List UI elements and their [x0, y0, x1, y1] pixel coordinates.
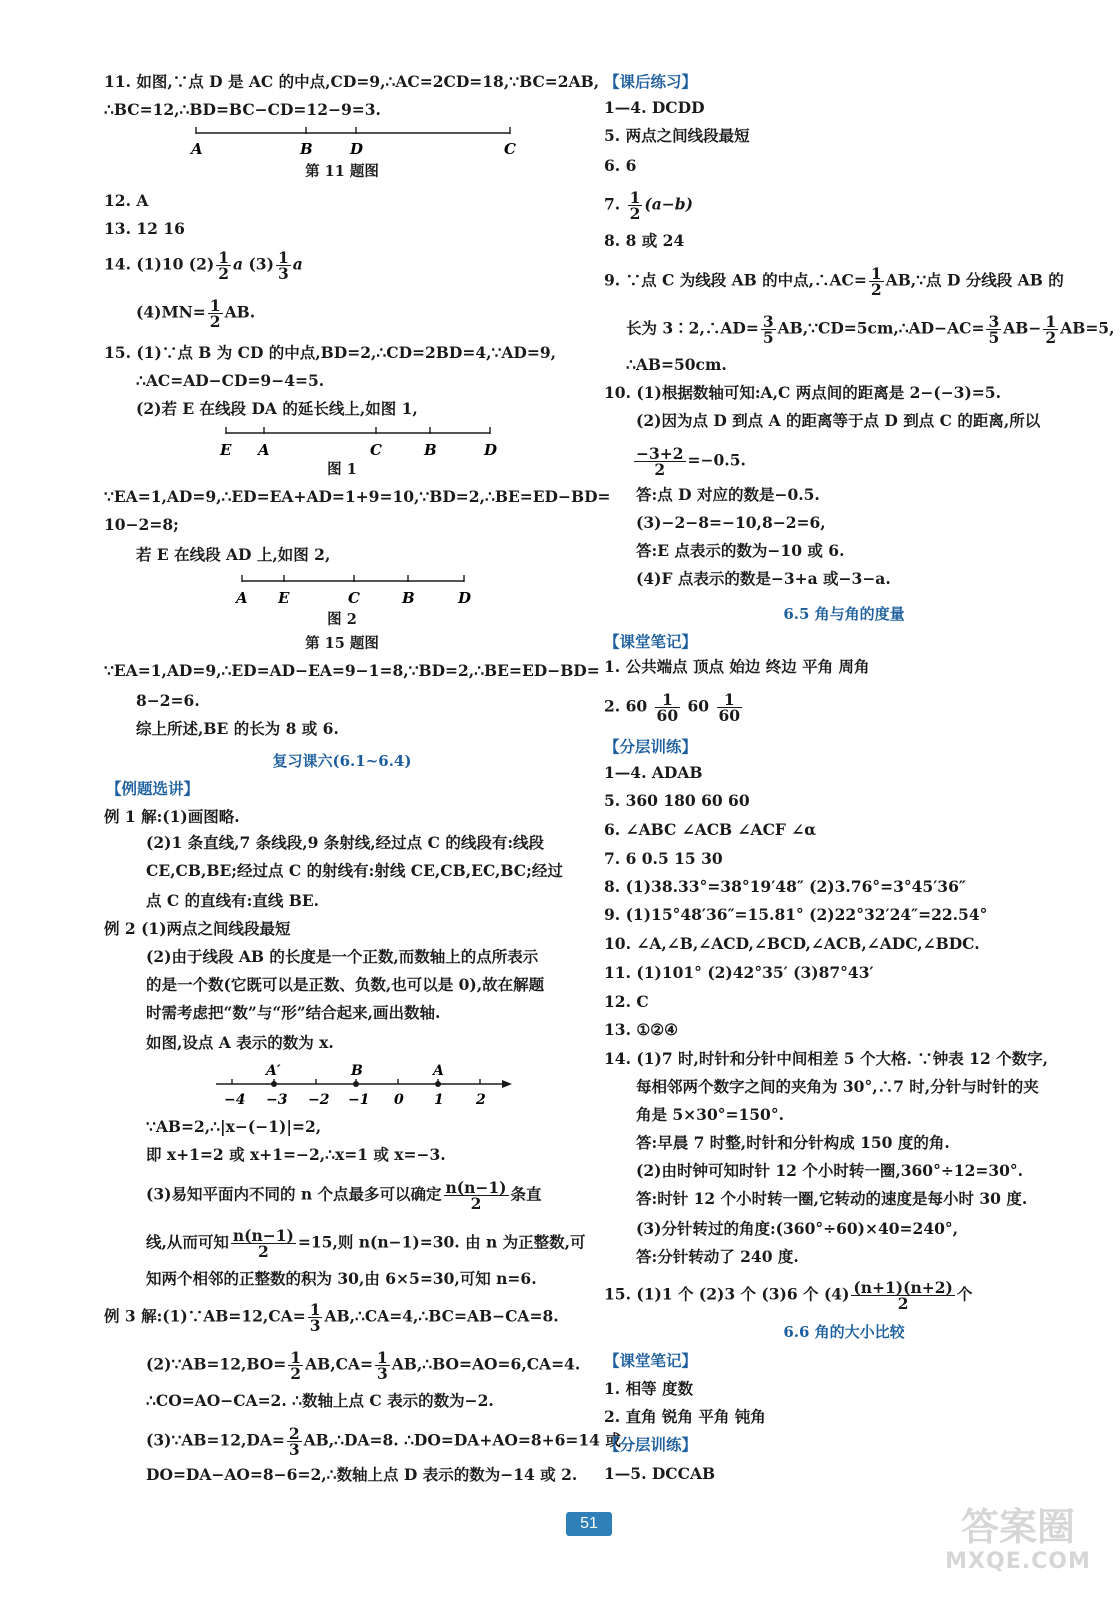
label-c: C: [504, 140, 516, 158]
r10-line4: 答:点 D 对应的数是−0.5.: [636, 485, 820, 504]
watermark: [938, 1505, 1098, 1585]
fraction: $\frac{1}{2}$: [629, 188, 641, 223]
review-title: 复习课六(6.1~6.4): [272, 752, 412, 770]
q15-line8: 8−2=6.: [136, 691, 200, 710]
svg-text:A: A: [258, 441, 270, 459]
q15-line2: ∴AC=AD−CD=9−4=5.: [136, 371, 325, 390]
svg-text:A′: A′: [266, 1063, 281, 1079]
ex2-line7: 即 x+1=2 或 x+1=−2,∴x=1 或 x=−3.: [146, 1145, 446, 1164]
q11-line1: 11. 如图,∵点 D 是 AC 的中点,CD=9,∴AC=2CD=18,∵BC=2AB,: [104, 72, 600, 91]
svg-text:D: D: [458, 589, 472, 607]
watermark-logo: 答案圈: [960, 1505, 1075, 1549]
L12: 12. C: [604, 992, 649, 1011]
svg-text:0: 0: [394, 1092, 404, 1108]
ex2-line1: 例 2 (1)两点之间线段最短: [104, 919, 291, 938]
svg-text:−2: −2: [308, 1092, 330, 1108]
r10-line7: (4)F 点表示的数是−3+a 或−3−a.: [636, 569, 891, 588]
q11-line2: ∴BC=12,∴BD=BC−CD=12−9=3.: [104, 100, 381, 119]
ex2-line4: 时需考虑把“数”与“形”结合起来,画出数轴.: [146, 1003, 441, 1022]
fraction: $\frac{1}{2}$: [870, 264, 882, 299]
m1: 1. 相等 度数: [604, 1379, 693, 1398]
L14-line7: (3)分针转过的角度:(360°÷60)×40=240°,: [636, 1219, 959, 1238]
fraction: $\frac{1}{2}$: [290, 1348, 302, 1383]
L14-line3: 角是 5×30°=150°.: [636, 1105, 784, 1124]
svg-text:C: C: [370, 441, 382, 459]
after-class-header: 【课后练习】: [604, 72, 698, 91]
ex3-line1: 例 3 解:(1)∵AB=12,CA= $\frac{1}{3}$ AB,∴CA=4,∴BC=AB−CA=8.: [104, 1300, 559, 1335]
L6: 6. ∠ABC ∠ACB ∠ACF ∠α: [604, 820, 817, 839]
figure-1-caption: 图 1: [327, 461, 357, 478]
fraction: $\frac{n(n-1)}{2}$: [445, 1178, 507, 1213]
svg-text:1: 1: [434, 1092, 444, 1108]
arrow-icon: [502, 1080, 512, 1088]
r10-line2: (2)因为点 D 到点 A 的距离等于点 D 到点 C 的距离,所以: [636, 411, 1041, 430]
svg-text:D: D: [484, 441, 498, 459]
m2: 2. 直角 锐角 平角 钝角: [604, 1407, 766, 1426]
fraction: $\frac{-3+2}{2}$: [636, 444, 684, 479]
ex2-line3: 的是一个数(它既可以是正数、负数,也可以是 0),故在解题: [146, 975, 545, 994]
L13: 13. ①②④: [604, 1020, 679, 1039]
q11-figure: [188, 124, 518, 158]
r10-line6: 答:E 点表示的数为−10 或 6.: [636, 541, 845, 560]
r5: 5. 两点之间线段最短: [604, 126, 750, 145]
section-6-6-title: 6.6 角的大小比较: [783, 1323, 905, 1341]
r7: 7. $\frac{1}{2}$ (a−b): [604, 188, 693, 223]
ex1-line2: (2)1 条直线,7 条线段,9 条射线,经过点 C 的线段有:线段: [146, 833, 545, 852]
q15-line7: ∵EA=1,AD=9,∴ED=AD−EA=9−1=8,∵BD=2,∴BE=ED−BD=: [104, 661, 600, 680]
label-d: D: [350, 140, 364, 158]
svg-text:E: E: [278, 589, 290, 607]
ex2-line6: ∵AB=2,∴|x−(−1)|=2,: [146, 1117, 322, 1136]
svg-text:B: B: [351, 1063, 363, 1079]
figure-2: [232, 572, 482, 608]
L15: 15. (1)1 个 (2)3 个 (3)6 个 (4) $\frac{(n+1)(n+2)}{2}$ 个: [604, 1278, 973, 1313]
r1: 1—4. DCDD: [604, 98, 705, 117]
notes-header-1: 【课堂笔记】: [604, 632, 698, 651]
q13: 13. 12 16: [104, 219, 185, 238]
L14-line4: 答:早晨 7 时整,时针和分针构成 150 度的角.: [636, 1133, 950, 1152]
n2: 2. 60 $\frac{1}{60}$ 60 $\frac{1}{60}$: [604, 690, 741, 725]
label-b: B: [300, 140, 313, 158]
fraction: $\frac{1}{2}$: [209, 296, 221, 331]
L8: 8. (1)38.33°=38°19′48″ (2)3.76°=3°45′36″: [604, 877, 966, 896]
q15-caption: 第 15 题图: [305, 635, 379, 652]
L9: 9. (1)15°48′36″=15.81° (2)22°32′24″=22.54°: [604, 905, 988, 924]
fraction: $\frac{1}{2}$: [218, 248, 230, 283]
q15-line9: 综上所述,BE 的长为 8 或 6.: [136, 719, 339, 738]
L14-line1: 14. (1)7 时,时针和分针中间相差 5 个大格. ∵钟表 12 个数字,: [604, 1049, 1049, 1068]
ex1-line1: 例 1 解:(1)画图略.: [104, 807, 240, 826]
fraction: $\frac{2}{3}$: [288, 1424, 300, 1459]
L10: 10. ∠A,∠B,∠ACD,∠BCD,∠ACB,∠ADC,∠BDC.: [604, 934, 980, 953]
example-header: 【例题选讲】: [106, 779, 200, 798]
point-b: [353, 1081, 359, 1087]
q15-line4: ∵EA=1,AD=9,∴ED=EA+AD=1+9=10,∵BD=2,∴BE=ED−BD=: [104, 487, 611, 506]
ex2-line8: (3)易知平面内不同的 n 个点最多可以确定 $\frac{n(n-1)}{2}$ 条直: [146, 1178, 542, 1213]
L5: 5. 360 180 60 60: [604, 791, 750, 810]
q15-line3: (2)若 E 在线段 DA 的延长线上,如图 1,: [136, 399, 418, 418]
fraction: $\frac{1}{3}$: [309, 1300, 321, 1335]
L7: 7. 6 0.5 15 30: [604, 849, 723, 868]
ex1-line4: 点 C 的直线有:直线 BE.: [146, 891, 320, 910]
fraction: $\frac{3}{5}$: [988, 312, 1000, 347]
fraction: $\frac{(n+1)(n+2)}{2}$: [853, 1278, 953, 1313]
ex3-line4: (3)∵AB=12,DA= $\frac{2}{3}$ AB,∴DA=8. ∴DO=DA+AO=8+6=14 或: [146, 1424, 621, 1459]
r10-line1: 10. (1)根据数轴可知:A,C 两点间的距离是 2−(−3)=5.: [604, 383, 1001, 402]
number-line: [212, 1060, 518, 1112]
label-a: A: [191, 140, 203, 158]
svg-text:−3: −3: [266, 1092, 288, 1108]
r8: 8. 8 或 24: [604, 231, 685, 250]
svg-text:C: C: [348, 589, 360, 607]
svg-text:A: A: [236, 589, 248, 607]
section-6-5-title: 6.5 角与角的度量: [783, 605, 905, 623]
fraction: $\frac{1}{2}$: [1045, 312, 1057, 347]
fraction: $\frac{1}{60}$: [718, 690, 741, 725]
figure-1: [214, 424, 504, 460]
L1: 1—4. ADAB: [604, 763, 703, 782]
r10-line5: (3)−2−8=−10,8−2=6,: [636, 513, 826, 532]
r6: 6. 6: [604, 156, 637, 175]
notes-header-2: 【课堂笔记】: [604, 1351, 698, 1370]
r9-line1: 9. ∵点 C 为线段 AB 的中点,∴AC= $\frac{1}{2}$ AB,∵点 D 分线段 AB 的: [604, 264, 1064, 299]
ex3-line3: ∴CO=AO−CA=2. ∴数轴上点 C 表示的数为−2.: [146, 1391, 494, 1410]
ex2-line9: 线,从而可知 $\frac{n(n-1)}{2}$ =15,则 n(n−1)=30. 由 n 为正整数,可: [146, 1226, 586, 1261]
svg-text:B: B: [402, 589, 415, 607]
r9-line3: ∴AB=50cm.: [626, 355, 727, 374]
M1: 1—5. DCCAB: [604, 1464, 716, 1483]
L14-line6: 答:时针 12 个小时转一圈,它转动的速度是每小时 30 度.: [636, 1189, 1028, 1208]
svg-text:−4: −4: [224, 1092, 246, 1108]
q15-line5: 10−2=8;: [104, 515, 179, 534]
fraction: $\frac{1}{60}$: [656, 690, 679, 725]
q12: 12. A: [104, 191, 149, 210]
q14-pre: 14. (1)10 (2): [104, 254, 215, 274]
watermark-url: MXQE.COM: [945, 1549, 1091, 1574]
q11-caption: 第 11 题图: [305, 163, 379, 180]
layer-header-2: 【分层训练】: [604, 1435, 698, 1454]
fraction: $\frac{3}{5}$: [762, 312, 774, 347]
svg-text:A: A: [433, 1063, 444, 1079]
ex2-line2: (2)由于线段 AB 的长度是一个正数,而数轴上的点所表示: [146, 947, 539, 966]
svg-text:E: E: [220, 441, 232, 459]
r10-line3: $\frac{-3+2}{2}$ =−0.5.: [636, 444, 746, 479]
q14-line1: 14. (1)10 (2) $\frac{1}{2}$ a (3) $\frac{1}{3}$ a: [104, 248, 303, 283]
ex3-line5: DO=DA−AO=8−6=2,∴数轴上点 D 表示的数为−14 或 2.: [146, 1465, 578, 1484]
L11: 11. (1)101° (2)42°35′ (3)87°43′: [604, 963, 874, 982]
fraction: $\frac{1}{3}$: [277, 248, 289, 283]
fraction: $\frac{1}{3}$: [376, 1348, 388, 1383]
ex2-line10: 知两个相邻的正整数的积为 30,由 6×5=30,可知 n=6.: [146, 1269, 537, 1288]
point-a-prime: [271, 1081, 277, 1087]
ex2-line5: 如图,设点 A 表示的数为 x.: [146, 1033, 334, 1052]
L14-line2: 每相邻两个数字之间的夹角为 30°,∴7 时,分针与时针的夹: [636, 1077, 1039, 1096]
svg-text:2: 2: [476, 1092, 486, 1108]
r9-line2: 长为 3∶2,∴AD= $\frac{3}{5}$ AB,∵CD=5cm,∴AD−AC= $\frac{3}{5}$ AB− $\frac{1}{2}$ AB=5,: [626, 312, 1115, 347]
point-a: [435, 1081, 441, 1087]
figure-2-caption: 图 2: [327, 611, 357, 628]
layer-header-1: 【分层训练】: [604, 737, 698, 756]
ex1-line3: CE,CB,BE;经过点 C 的射线有:射线 CE,CB,EC,BC;经过: [146, 861, 563, 880]
q14-line2: (4)MN= $\frac{1}{2}$ AB.: [136, 296, 256, 331]
page-number: 51: [566, 1512, 612, 1536]
q15-line1: 15. (1)∵点 B 为 CD 的中点,BD=2,∴CD=2BD=4,∵AD=9,: [104, 343, 557, 362]
ex3-line2: (2)∵AB=12,BO= $\frac{1}{2}$ AB,CA= $\frac{1}{3}$ AB,∴BO=AO=6,CA=4.: [146, 1348, 581, 1383]
svg-text:−1: −1: [348, 1092, 370, 1108]
L14-line8: 答:分针转动了 240 度.: [636, 1247, 799, 1266]
n1: 1. 公共端点 顶点 始边 终边 平角 周角: [604, 657, 870, 676]
fraction: $\frac{n(n-1)}{2}$: [232, 1226, 294, 1261]
q15-line6: 若 E 在线段 AD 上,如图 2,: [136, 545, 331, 564]
L14-line5: (2)由时钟可知时针 12 个小时转一圈,360°÷12=30°.: [636, 1161, 1024, 1180]
svg-text:B: B: [424, 441, 437, 459]
